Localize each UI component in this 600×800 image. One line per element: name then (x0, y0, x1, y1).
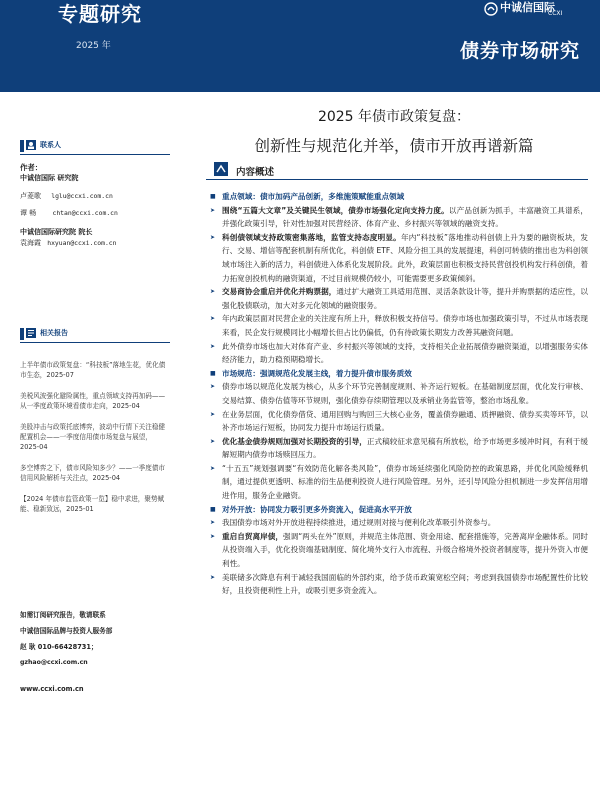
related-report-item[interactable] (20, 391, 168, 411)
summary-label: 内容概述 (236, 167, 275, 178)
bullet-text: 年内“科技板”落地推动科创债上升为要的融资板块，发行、交易、增信等配套机制有所优化，科创债 ETF、风险分担工具的发展提速，科创可转债的推出也为科创领域市场注入新的活力，科创债进入体系化发展阶段。此外，政策层面也积极支持民营创投机构发行科创债，着力拓宽创投机构的融资渠道，不过目前规模仍较小，可能需要更多政策倾斜。 (222, 232, 588, 283)
title-line-1: 2025 年债市政策复盘： (317, 109, 471, 125)
section-heading-text: 市场规范：强调规范化发展主线，着力提升债市服务质效 (222, 368, 412, 378)
summary-icon (214, 162, 228, 176)
related-report-item[interactable] (20, 360, 168, 380)
bullet-lead-text: 重启自贸离岸债， (222, 531, 283, 541)
sidebar-divider (20, 154, 170, 155)
bullet-text: 通过扩大融资工具适用范围、灵活条款设计等，提升并购票据的适应性，以强化股债联动，加大对多元化领域的融资服务。 (222, 287, 589, 310)
arrow-bullet-icon: ➤ (210, 383, 216, 391)
arrow-bullet-icon: ➤ (210, 410, 216, 418)
contact-icon (26, 140, 36, 150)
related-report-item[interactable] (20, 494, 168, 514)
related-report-date: 04 (111, 474, 121, 482)
summary-bullet (208, 571, 588, 598)
arrow-bullet-icon: ➤ (210, 315, 216, 323)
related-reports (20, 360, 168, 525)
arrow-bullet-icon: ➤ (210, 233, 216, 241)
bullet-lead-text: 优化基金债券规则加强对长期投资的引导， (222, 436, 367, 446)
authors-label: 作者： (20, 163, 43, 172)
sidebar (20, 92, 178, 800)
section-heading-text: 重点领域：债市加码产品创新，多维施策赋能重点领域 (222, 192, 405, 201)
related-report-date: 2025-04 (20, 443, 48, 451)
related-report-item[interactable] (20, 463, 168, 483)
related-tag (20, 328, 70, 340)
main-content (200, 92, 588, 800)
summary-bullet (208, 462, 588, 503)
section-heading (208, 503, 588, 517)
bullet-text: 年内政策层面对民营企业的关注度有所上升，释放积极支持信号。债券市场也加强政策引导，不过从市场表现来看，民企发行规模同比小幅增长但占比仍偏低，仍有待政策长期发力改善其融资问题。 (222, 314, 588, 337)
footer-contact: 赵 耿 010-66428731； (20, 643, 98, 651)
bullet-text: 以产品创新为抓手，丰富融资工具谱系，并强化政策引导，针对性加强对民营经济、体育产业、乡村振兴等领域的融资支持。 (222, 205, 589, 229)
related-report-text: 多空博弈之下，债市风险知多少？——一季度债市信用风险解析与关注点，2025- (20, 464, 166, 482)
report-header (0, 0, 600, 92)
footer-email[interactable]: gzhao@ccxi.com.cn (20, 659, 88, 666)
director-row (20, 238, 170, 249)
report-year: 2025 年 (76, 41, 111, 51)
section-title: 债券市场研究 (459, 40, 580, 62)
arrow-bullet-icon: ➤ (210, 437, 216, 445)
square-bullet-icon: ■ (210, 193, 216, 200)
logo-mark-icon (484, 2, 498, 16)
bullet-text: 我国债券市场对外开放进程持续推进，通过规则对接与便利化改革吸引外资参与。 (222, 518, 496, 528)
summary-bullet (208, 340, 588, 367)
bullet-text: 在业务层面，优化债券借贷、通用回购与购回三大核心业务，覆盖债券融通、质押融资、债券买卖等环节，以补齐市场运行短板，协同发力提升市场运行质量。 (222, 409, 588, 433)
subscription-footer (20, 610, 168, 694)
summary-bullet (208, 380, 588, 407)
series-title: 专题研究 (58, 2, 142, 26)
square-bullet-icon: ■ (210, 505, 216, 513)
logo-name: 中诚信国际 (500, 1, 555, 14)
section-heading-text: 对外开放：协同发力吸引更多外资流入，促进高水平开放 (222, 504, 412, 514)
arrow-bullet-icon: ➤ (210, 288, 216, 296)
arrow-bullet-icon: ➤ (210, 464, 216, 472)
director-name: 袁海霞 (20, 239, 41, 247)
summary-bullet (208, 408, 588, 435)
section-heading (208, 190, 588, 204)
related-report-text: 上半年债市政策复盘：“科技板”落地生花，优化债市生态， (20, 361, 166, 379)
author-email[interactable]: lglu@ccxi.com.cn (51, 192, 113, 200)
bullet-text: 强调“两头在外”原则，并规范主体范围、资金用途、配套措施等，完善离岸金融体系。同时从投资端入手，优化投资端基础制度、简化境外支行入市流程、升级合格境外投资者制度等，提升外资入市便利性。 (222, 531, 588, 569)
bullet-lead-text: 围绕“五篇大文章”及关键民生领域，债券市场强化定向支持力度。 (222, 205, 449, 215)
section-heading (208, 367, 588, 381)
summary-bullet (208, 516, 588, 530)
contact-tag-label: 联系人 (40, 141, 61, 149)
bullet-text: “十五五”规划强调要“有效防范化解各类风险”，债券市场延续强化风险防控的政策思路，并优化风险缓释机制，通过提供更透明、标准的衍生品便利投资人进行风险管理。另外，还引导风险分担机制进一步发挥信用增进作用，服务企业融资。 (222, 463, 588, 501)
title-line-2: 创新性与规范化并举，债市开放再谱新篇 (254, 137, 534, 155)
related-report-text: 【2024 年债市监管政策一览】稳中求进，聚势赋能、稳新致远， (20, 495, 165, 513)
author-row (20, 191, 170, 202)
document-icon (26, 328, 36, 338)
footer-line: 中诚信国际品牌与投资人服务部 (20, 627, 113, 635)
author-block (20, 162, 170, 249)
bullet-text: 正式稿较征求意见稿有所放松，给予市场更多缓冲时间，有利于缓解短期内债券市场赎回压力。 (222, 436, 588, 460)
sidebar-divider (20, 342, 170, 343)
arrow-bullet-icon: ➤ (210, 206, 216, 214)
arrow-bullet-icon: ➤ (210, 532, 216, 540)
summary-bullet (208, 204, 588, 231)
summary-bullet (208, 231, 588, 285)
director-org: 中诚信国际研究院 院长 (20, 228, 93, 236)
logo-sub: CCXI (548, 10, 563, 17)
related-report-date: 2025-07 (46, 371, 74, 379)
arrow-bullet-icon: ➤ (210, 519, 216, 527)
related-report-item[interactable] (20, 422, 168, 452)
footer-line: 如需订阅研究报告，敬请联系 (20, 611, 106, 619)
footer-website[interactable]: www.ccxi.com.cn (20, 685, 84, 693)
summary-bullet (208, 530, 588, 571)
square-bullet-icon: ■ (210, 369, 216, 377)
bullet-text: 此外债券市场也加大对体育产业、乡村振兴等领域的支持，支持相关企业拓展债券融资渠道，以增强服务实体经济能力，助力稳预期稳增长。 (222, 341, 588, 365)
bullet-lead-text: 科创债领域支持政策密集落地，监管支持态度明显。 (222, 232, 401, 242)
ccxi-logo (484, 0, 579, 18)
author-name: 卢菱歌 (20, 192, 41, 200)
related-report-date: 2025-01 (66, 505, 94, 513)
summary-bullet (208, 435, 588, 462)
summary-body (208, 190, 588, 598)
summary-bullet (208, 312, 588, 339)
institute-name: 中诚信国际 研究院 (20, 174, 79, 182)
summary-header (206, 162, 588, 180)
related-report-text: 美股冲击与政策托底博弈，波动中行情下关注稳健配置机会——一季度信用债市场复盘与展望， (20, 423, 166, 441)
author-name: 谭 畅 (20, 209, 37, 217)
related-report-text: 美税风波强化避险属性，重点领域支持再加码——从一季度政策环境看债市走向， (20, 392, 166, 410)
author-row (20, 208, 170, 219)
author-email[interactable]: chtan@ccxi.com.cn (52, 209, 118, 217)
related-report-date: 2025-04 (112, 402, 140, 410)
related-tag-label: 相关报告 (40, 329, 68, 337)
bullet-text: 美联储多次降息有利于减轻我国面临的外部约束，给予货币政策宽松空间；考虑到我国债券市场配置性价比较好，且投资便利性上升，或吸引更多资金流入。 (222, 572, 588, 596)
contact-tag (20, 140, 70, 152)
arrow-bullet-icon: ➤ (210, 573, 216, 581)
arrow-bullet-icon: ➤ (210, 342, 216, 350)
director-email[interactable]: hxyuan@ccxi.com.cn (47, 239, 117, 247)
summary-bullet (208, 285, 588, 312)
bullet-lead-text: 交易商协会重启并优化并购票据， (222, 287, 337, 297)
bullet-text: 债券市场以规范化发展为核心，从多个环节完善制度规则、补齐运行短板。在基础制度层面，优化发行审核、交易结算、债券估值等环节规则，强化债券存续期管理以及承销业务监管等，整治市场乱象。 (222, 382, 588, 405)
